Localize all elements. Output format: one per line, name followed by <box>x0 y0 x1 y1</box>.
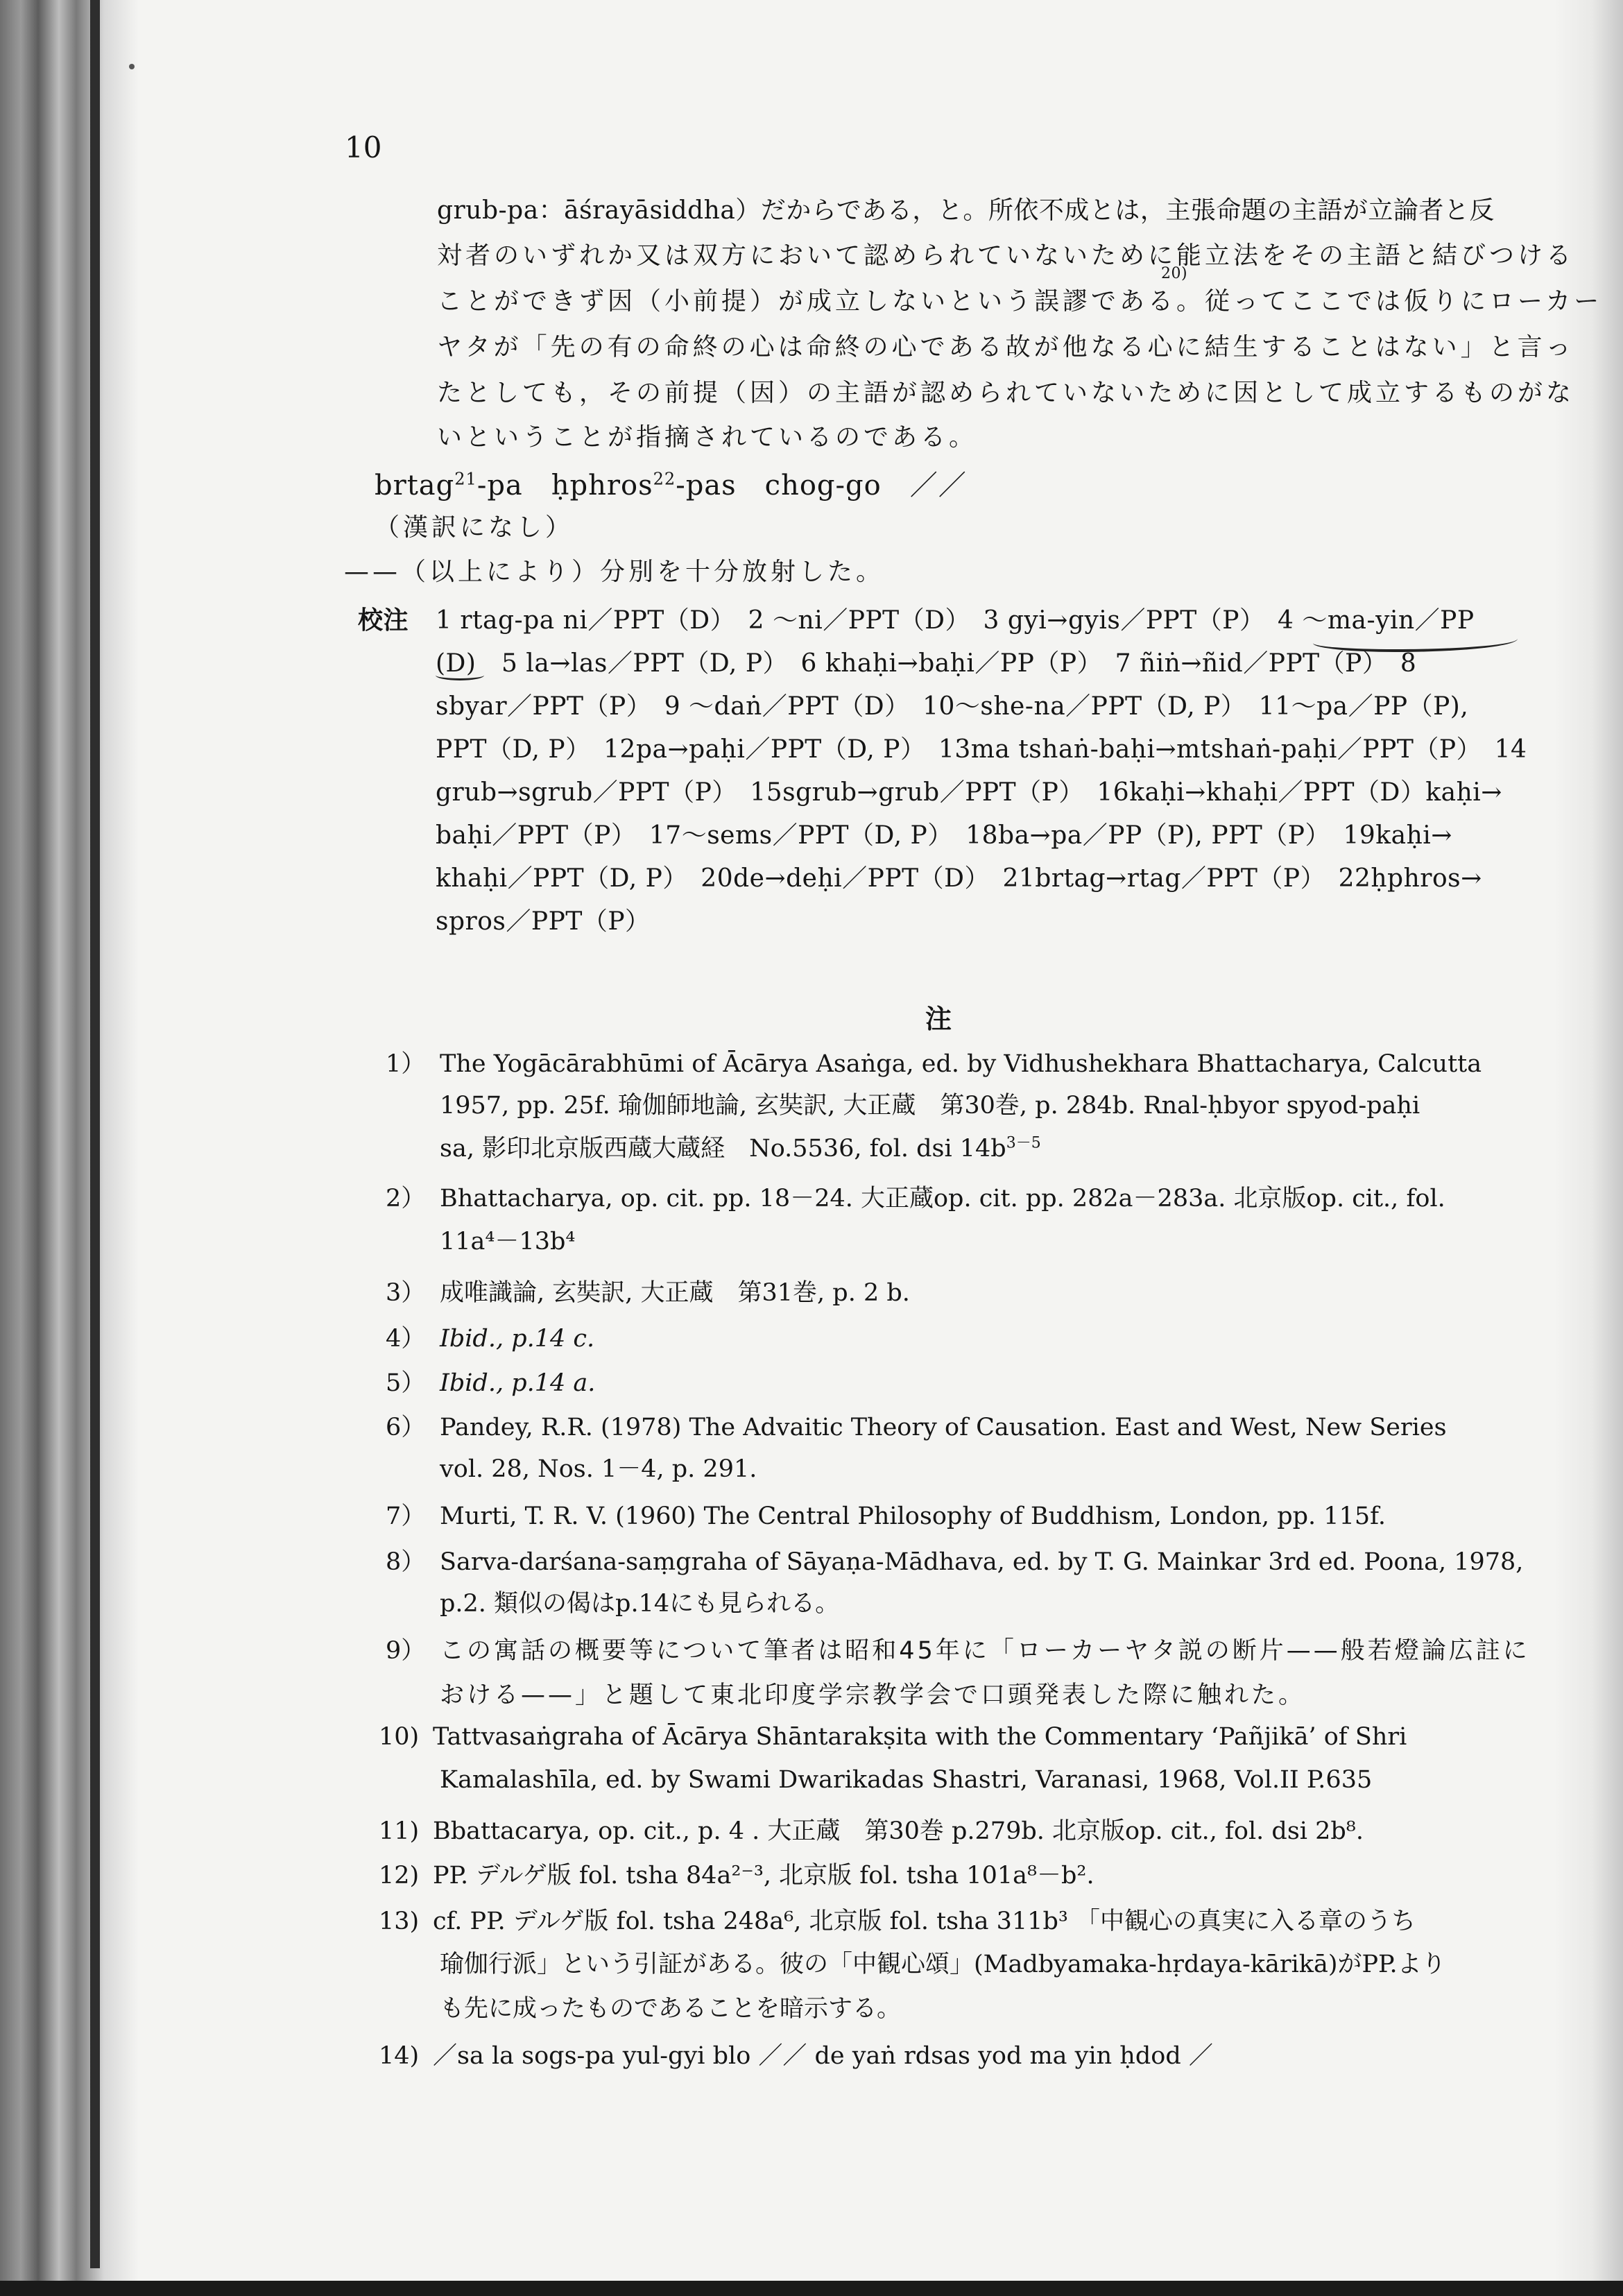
note-text: Pandey, R.R. (1978) The Advaitic Theory of Causation. East and West, New Series <box>440 1414 1447 1441</box>
collation-line: (D) 5 la→las／PPT（D, P） 6 khaḥi→baḥi／PP（P） 7 ñiṅ→ñid／PPT（P） 8 <box>436 649 1417 678</box>
note-text: ／sa la sogs-pa yul-gyi blo ／／ de yaṅ rdsas yod ma yin ḥdod ／ <box>433 2042 1213 2070</box>
note-item <box>386 1319 594 1354</box>
binding-edge <box>90 0 100 2268</box>
collation-line: spros／PPT（P） <box>436 907 651 936</box>
page-number: 10 <box>345 130 382 164</box>
note-text: おける——」と題して東北印度学宗教学会で口頭発表した際に触れた。 <box>440 1681 1306 1709</box>
folio-range: 3－5 <box>1006 1134 1041 1152</box>
note-item <box>386 1631 1530 1666</box>
notes-heading: 注 <box>925 1004 952 1034</box>
note-item <box>379 1723 1407 1751</box>
note-number: 3） <box>386 1279 426 1307</box>
note-number: 6） <box>386 1414 426 1441</box>
note-item <box>386 1364 595 1398</box>
note-text: The Yogācārabhūmi of Ācārya Asaṅga, ed. by Vidhushekhara Bhattacharya, Calcutta <box>440 1050 1482 1078</box>
note-number: 12) <box>379 1862 420 1890</box>
note-number: 9） <box>386 1637 426 1665</box>
note-text: Murti, T. R. V. (1960) The Central Philosophy of Buddhism, London, pp. 115f. <box>440 1502 1386 1530</box>
note-number: 8） <box>386 1548 426 1576</box>
collation-line: sbyar／PPT（P） 9 ～daṅ／PPT（D） 10～she-na／PPT（D, P） 11～pa／PP（P), <box>436 692 1469 721</box>
note-item <box>386 1274 910 1308</box>
tibetan-verse <box>375 463 967 503</box>
note-text: p.2. 類似の偈はp.14にも見られる。 <box>440 1590 840 1618</box>
note-text: 11a⁴－13b⁴ <box>440 1228 576 1256</box>
note-text: Ibid., p.14 c. <box>440 1325 595 1353</box>
note-number: 14) <box>379 2042 420 2070</box>
collation-line: PPT（D, P） 12pa→paḥi／PPT（D, P） 13ma tshaṅ-baḥi→mtshaṅ-paḥi／PPT（P） 14 <box>436 735 1527 764</box>
body-line: ヤタが「先の有の命終の心は命終の心である故が他なる心に結生することはない」と言っ <box>437 333 1574 361</box>
body-line: 対者のいずれか又は双方において認められていないために能立法をその主語と結びつける <box>437 241 1575 270</box>
note-text: Sarva-darśana-saṃgraha of Sāyaṇa-Mādhava, ed. by T. G. Mainkar 3rd ed. Poona, 1978, <box>440 1548 1524 1576</box>
note-number: 5） <box>386 1369 426 1397</box>
note-text <box>440 1129 1041 1164</box>
note-text: この寓話の概要等について筆者は昭和45年に「ローカーヤタ説の断片——般若燈論広註に <box>440 1637 1530 1665</box>
note-text: cf. PP. デルゲ版 fol. tsha 248a⁶, 北京版 fol. tsha 311b³ 「中観心の真実に入る章のうち <box>433 1908 1416 1935</box>
variant-ref: 21 <box>454 469 477 489</box>
chinese-translation-note: （漢訳になし） <box>375 513 574 542</box>
collation-line: 1 rtag-pa ni／PPT（D） 2 ～ni／PPT（D） 3 gyi→gyis／PPT（P） 4 ～ma-yin／PP <box>436 606 1475 635</box>
note-text: Tattvasaṅgraha of Ācārya Shāntarakṣita with the Commentary ‘Pañjikā’ of Shri <box>433 1723 1407 1751</box>
note-number: 7） <box>386 1502 426 1530</box>
note-text: も先に成ったものであることを暗示する。 <box>440 1995 902 2023</box>
note-item <box>379 1812 1364 1847</box>
note-text: Bbattacarya, op. cit., p. 4 . 大正蔵 第30巻 p.279b. 北京版op. cit., fol. dsi 2b⁸. <box>433 1817 1364 1845</box>
summary-line: ——（以上により）分別を十分放射した。 <box>344 558 885 586</box>
handwritten-underline <box>436 670 484 680</box>
tibetan-word: -pas chog-go ／／ <box>676 470 967 502</box>
note-item <box>386 1543 1523 1577</box>
body-line: たとしても，その前提（因）の主語が認められていないために因として成立するものがな <box>437 379 1575 407</box>
footnote-ref: 20) <box>1161 265 1188 282</box>
note-text: 瑜伽行派」という引証がある。彼の「中観心頌」(Madbyamaka-hṛdaya-kārikā)がPP.より <box>440 1951 1446 1978</box>
note-item <box>379 2037 1213 2071</box>
scan-edge-bottom <box>0 2281 1623 2296</box>
note-text: sa, 影印北京版西蔵大蔵経 No.5536, fol. dsi 14b <box>440 1135 1006 1163</box>
note-text: PP. デルゲ版 fol. tsha 84a²⁻³, 北京版 fol. tsha 101a⁸－b². <box>433 1862 1094 1890</box>
note-number: 4） <box>386 1325 426 1353</box>
note-number: 2） <box>386 1185 426 1213</box>
body-line: いということが指摘されているのである。 <box>437 423 978 452</box>
collation-line: baḥi／PPT（P） 17～sems／PPT（D, P） 18ba→pa／PP（P), PPT（P） 19kaḥi→ <box>436 821 1452 850</box>
tibetan-word: -pa ḥphros <box>476 470 653 502</box>
note-text: 成唯識論, 玄奘訳, 大正蔵 第31巻, p. 2 b. <box>440 1279 910 1307</box>
note-item <box>379 1856 1094 1891</box>
note-number: 11) <box>379 1817 420 1845</box>
note-item <box>386 1408 1447 1443</box>
body-line: ことができず因（小前提）が成立しないという誤謬である。従ってここでは仮りにローカー <box>437 287 1603 316</box>
tibetan-word: brtag <box>375 470 455 502</box>
note-text: Kamalashīla, ed. by Swami Dwarikadas Shastri, Varanasi, 1968, Vol.II P.635 <box>440 1766 1373 1794</box>
note-item <box>386 1179 1445 1214</box>
variant-ref: 22 <box>653 469 676 489</box>
note-item <box>386 1045 1482 1079</box>
collation-line: grub→sgrub／PPT（P） 15sgrub→grub／PPT（P） 16kaḥi→khaḥi／PPT（D）kaḥi→ <box>436 778 1502 807</box>
note-text: 1957, pp. 25f. 瑜伽師地論, 玄奘訳, 大正蔵 第30巻, p. 284b. Rnal-ḥbyor spyod-paḥi <box>440 1092 1420 1120</box>
note-number: 10) <box>379 1723 420 1751</box>
collation-line: khaḥi／PPT（D, P） 20de→deḥi／PPT（D） 21brtag→rtag／PPT（P） 22ḥphros→ <box>436 864 1482 893</box>
note-text: Ibid., p.14 a. <box>440 1369 596 1397</box>
note-number: 13) <box>379 1908 420 1935</box>
collation-label: 校注 <box>358 606 409 635</box>
note-item <box>386 1497 1386 1532</box>
note-number: 1） <box>386 1050 426 1078</box>
note-text: Bhattacharya, op. cit. pp. 18－24. 大正蔵op. cit. pp. 282a－283a. 北京版op. cit., fol. <box>440 1185 1445 1213</box>
scan-shadow-left <box>0 0 139 2296</box>
note-text: vol. 28, Nos. 1－4, p. 291. <box>440 1455 757 1483</box>
body-line: grub-pa：āśrayāsiddha）だからである，と。所依不成とは，主張命題の主語が立論者と反 <box>437 196 1495 225</box>
speck <box>129 64 135 69</box>
note-item <box>379 1902 1416 1937</box>
